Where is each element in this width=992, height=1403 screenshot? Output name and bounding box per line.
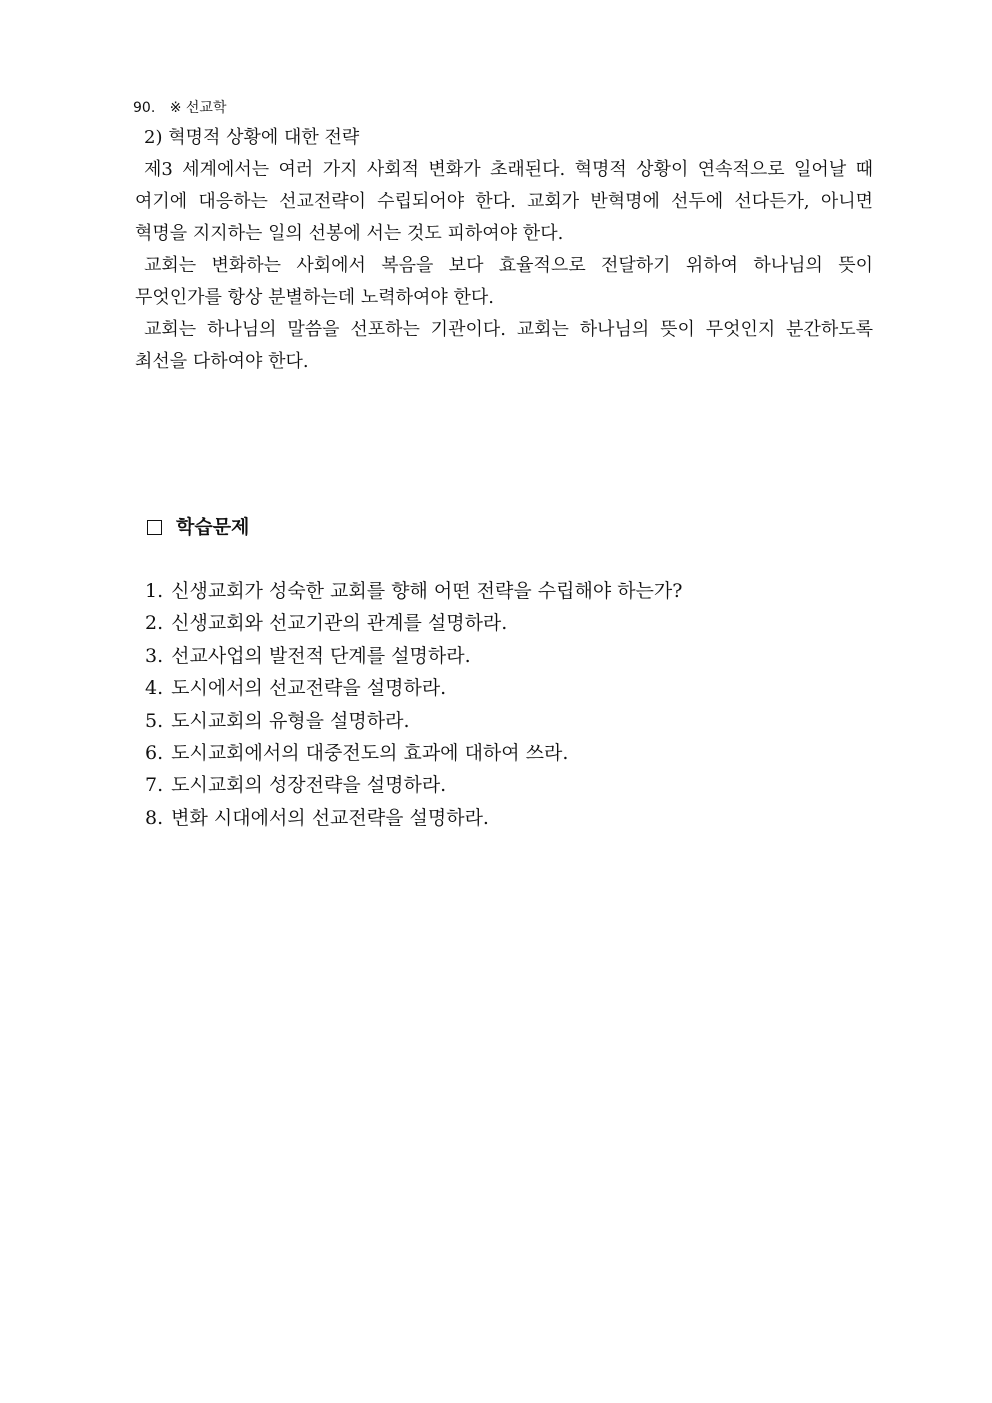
question-number: 8. <box>145 806 164 829</box>
question-number: 3. <box>145 644 164 667</box>
study-questions-list <box>145 575 682 834</box>
question-item <box>145 607 682 639</box>
question-text: 신생교회와 선교기관의 관계를 설명하라. <box>171 612 508 635</box>
question-number: 6. <box>145 742 164 765</box>
question-text: 도시교회의 유형을 설명하라. <box>171 709 410 732</box>
question-text: 변화 시대에서의 선교전략을 설명하라. <box>171 806 489 829</box>
study-questions-heading <box>147 512 249 542</box>
question-text: 도시에서의 선교전략을 설명하라. <box>171 677 447 700</box>
question-number: 2. <box>145 612 164 635</box>
section-subheading: 2) 혁명적 상황에 대한 전략 <box>144 127 360 148</box>
question-text: 도시교회에서의 대중전도의 효과에 대하여 쓰라. <box>171 742 569 765</box>
question-number: 7. <box>145 774 164 797</box>
question-text: 선교사업의 발전적 단계를 설명하라. <box>171 644 471 667</box>
paragraph-3: 교회는 하나님의 말씀을 선포하는 기관이다. 교회는 하나님의 뜻이 무엇인지 분간하도록 최선을 다하여야 한다. <box>135 319 873 372</box>
question-item <box>145 672 682 704</box>
paragraph-1: 제3 세계에서는 여러 가지 사회적 변화가 초래된다. 혁명적 상황이 연속적으로 일어날 때 여기에 대응하는 선교전략이 수립되어야 한다. 교회가 반혁명에 선두에 선다든가, 아니면 혁명을 지지하는 일의 선봉에 서는 것도 피하여야 한다. <box>135 159 873 244</box>
section-body <box>135 122 873 378</box>
study-questions-title: 학습문제 <box>176 516 250 538</box>
question-item <box>145 640 682 672</box>
question-number: 4. <box>145 677 164 700</box>
question-text: 도시교회의 성장전략을 설명하라. <box>171 774 447 797</box>
question-item <box>145 705 682 737</box>
question-item <box>145 769 682 801</box>
question-item <box>145 802 682 834</box>
page-number: 90. <box>133 100 156 116</box>
question-item <box>145 575 682 607</box>
question-text: 신생교회가 성숙한 교회를 향해 어떤 전략을 수립해야 하는가? <box>171 580 683 602</box>
question-item <box>145 737 682 769</box>
chapter-title: ※ 선교학 <box>169 100 227 116</box>
paragraph-2: 교회는 변화하는 사회에서 복음을 보다 효율적으로 전달하기 위하여 하나님의 뜻이 무엇인가를 항상 분별하는데 노력하여야 한다. <box>135 255 873 308</box>
page-header <box>133 98 226 118</box>
question-number: 1. <box>145 580 164 602</box>
question-number: 5. <box>145 709 164 732</box>
checkbox-icon <box>147 520 162 535</box>
